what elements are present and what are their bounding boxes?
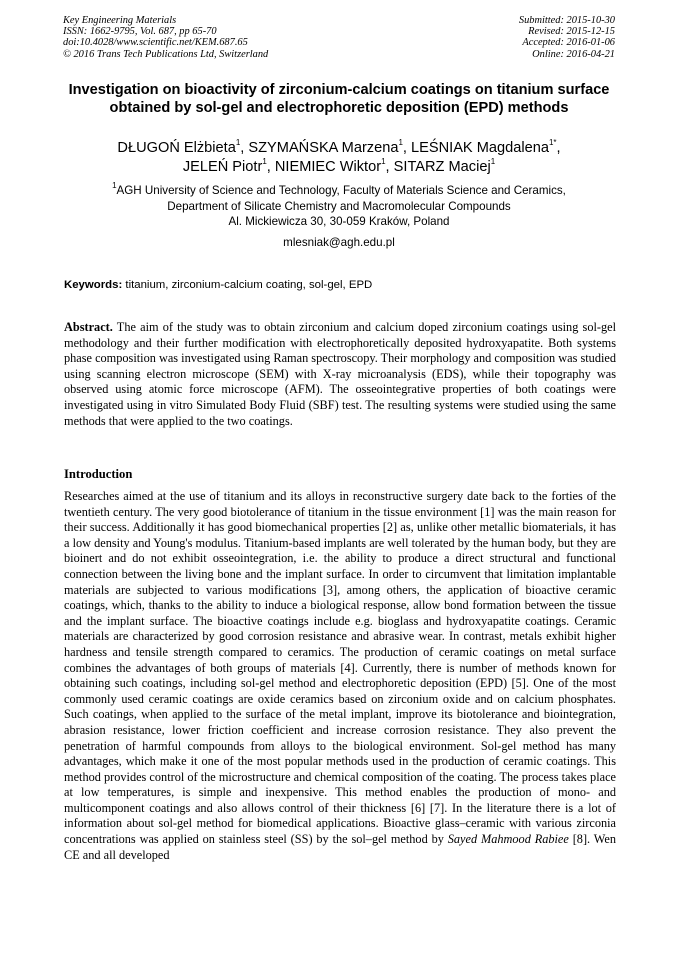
affiliation-line: Department of Silicate Chemistry and Macromolecular Compounds <box>167 199 511 213</box>
author: NIEMIEC Wiktor$^1$ <box>274 157 386 175</box>
abstract-label: Abstract. <box>64 320 113 334</box>
introduction-body: Researches aimed at the use of titanium and its alloys in reconstructive surgery date back to the forties of the twentieth century. The very good biotolerance of titanium in the tissue environment [1] was the main reason for their success. Additionally it has good biomechanical properties [2] as, unlike other metallic biomaterials, it has a low density and Young's modulus. Titanium-based implants are well tolerated by the human body, but they are bioinert and do not exhibit osseointegration, i.e. the ability to produce a direct structural and functional connection between the living bone and the implant surface. In order to circumvent that limitation implantable materials are subjected to various modifications [3], among others, the application of bioactive ceramic coatings, which, thanks to the ability to induce a biological response, allow bond formation between the tissue and the implant surface. The bioactive coatings include e.g. bioglass and hydroxyapatite coatings. Ceramic materials are characterized by good corrosion resistance and abrasive wear. In contrast, metals exhibit higher hardness and tensile strength compared to ceramics. The production of ceramic coatings on metal surface combines the advantages of both groups of materials [4]. Currently, there is number of methods known for obtaining such coatings, including sol-gel method and electrophoretic deposition (EPD) [5]. One of the most commonly used ceramic coatings are oxide ceramics based on zirconium oxide and on calcium phosphates. Such coatings, when applied to the surface of the metal implant, improve its biotolerance and biointegration, abrasion resistance, lower friction coefficient and increase corrosion resistance. They also prevent the penetration of harmful compounds from alloys to the biological environment. Sol-gel method has many advantages, which make it one of the most popular methods used in the production of ceramic coatings. This method provides control of the microstructure and chemical composition of the coating. The process takes place at low temperatures, is simple and inexpensive. This method enables the production of mono- and multicomponent coatings and also allows control of their thickness [6] [7]. In the literature there is a lot of information about sol-gel method for biomedical applications. Bioactive glass–ceramic with various zirconia concentrations was applied on stainless steel (SS) by the sol–gel method by Sayed Mahmood Rabiee [8]. Wen CE and all developed <box>64 489 616 862</box>
author: LEŚNIAK Magdalena$^{1*}$ <box>411 138 557 156</box>
paper-title: Investigation on bioactivity of zirconium-calcium coatings on titanium surface obtained by sol-gel and electrophoretic deposition (EPD) methods <box>68 82 610 116</box>
corresponding-email[interactable]: mlesniak@agh.edu.pl <box>283 236 395 249</box>
journal-doi: doi:10.4028/www.scientific.net/KEM.687.65 <box>63 37 248 49</box>
author: JELEŃ Piotr$^1$ <box>182 157 267 175</box>
journal-info <box>63 15 363 60</box>
date-accepted: Accepted: 2016-01-06 <box>522 37 615 49</box>
journal-name: Key Engineering Materials <box>63 15 177 26</box>
author-list: DŁUGOŃ Elżbieta$^1$, SZYMAŃSKA Marzena$^1$, LEŚNIAK Magdalena$^{1*}$, JELEŃ Piotr$^1$, NIEMIEC Wiktor$^1$, SITARZ Maciej$^1$ <box>117 138 561 175</box>
cited-author: Sayed Mahmood Rabiee <box>447 832 569 847</box>
abstract <box>64 320 616 429</box>
date-online: Online: 2016-04-21 <box>532 48 615 60</box>
affiliation-line: $^1$AGH University of Science and Technology, Faculty of Materials Science and Ceramics, <box>112 181 566 197</box>
keywords <box>64 278 616 293</box>
abstract-text: The aim of the study was to obtain zirconium and calcium doped zirconium coatings using sol-gel methodology and their further modification with electrophoretically deposited hydroxyapatite. Both systems phase composition was investigated using Raman spectroscopy. Their morphology and composition was studied using scanning electron microscope (SEM) with X-ray microanalysis (EDS), while their topography was observed using atomic force microscope (AFM). The osseointegrative properties of both coatings were investigated using in vitro Simulated Body Fluid (SBF) test. The resulting systems were studied using the same methods that were applied to the two coatings. <box>64 320 616 428</box>
author: SITARZ Maciej$^1$ <box>393 157 496 175</box>
date-revised: Revised: 2015-12-15 <box>528 26 615 38</box>
publication-dates <box>355 15 615 60</box>
journal-copyright: © 2016 Trans Tech Publications Ltd, Switzerland <box>63 48 269 60</box>
date-submitted: Submitted: 2015-10-30 <box>518 15 615 26</box>
author: SZYMAŃSKA Marzena$^1$ <box>248 138 403 156</box>
keywords-text: titanium, zirconium-calcium coating, sol-gel, EPD <box>122 279 373 291</box>
section-heading-introduction: Introduction <box>64 467 133 481</box>
affiliation-line: Al. Mickiewicza 30, 30-059 Kraków, Poland <box>228 215 450 228</box>
affiliation <box>40 183 638 230</box>
journal-issn: ISSN: 1662-9795, Vol. 687, pp 65-70 <box>63 26 217 38</box>
keywords-label: Keywords: <box>64 279 123 291</box>
author: DŁUGOŃ Elżbieta$^1$ <box>117 138 241 156</box>
